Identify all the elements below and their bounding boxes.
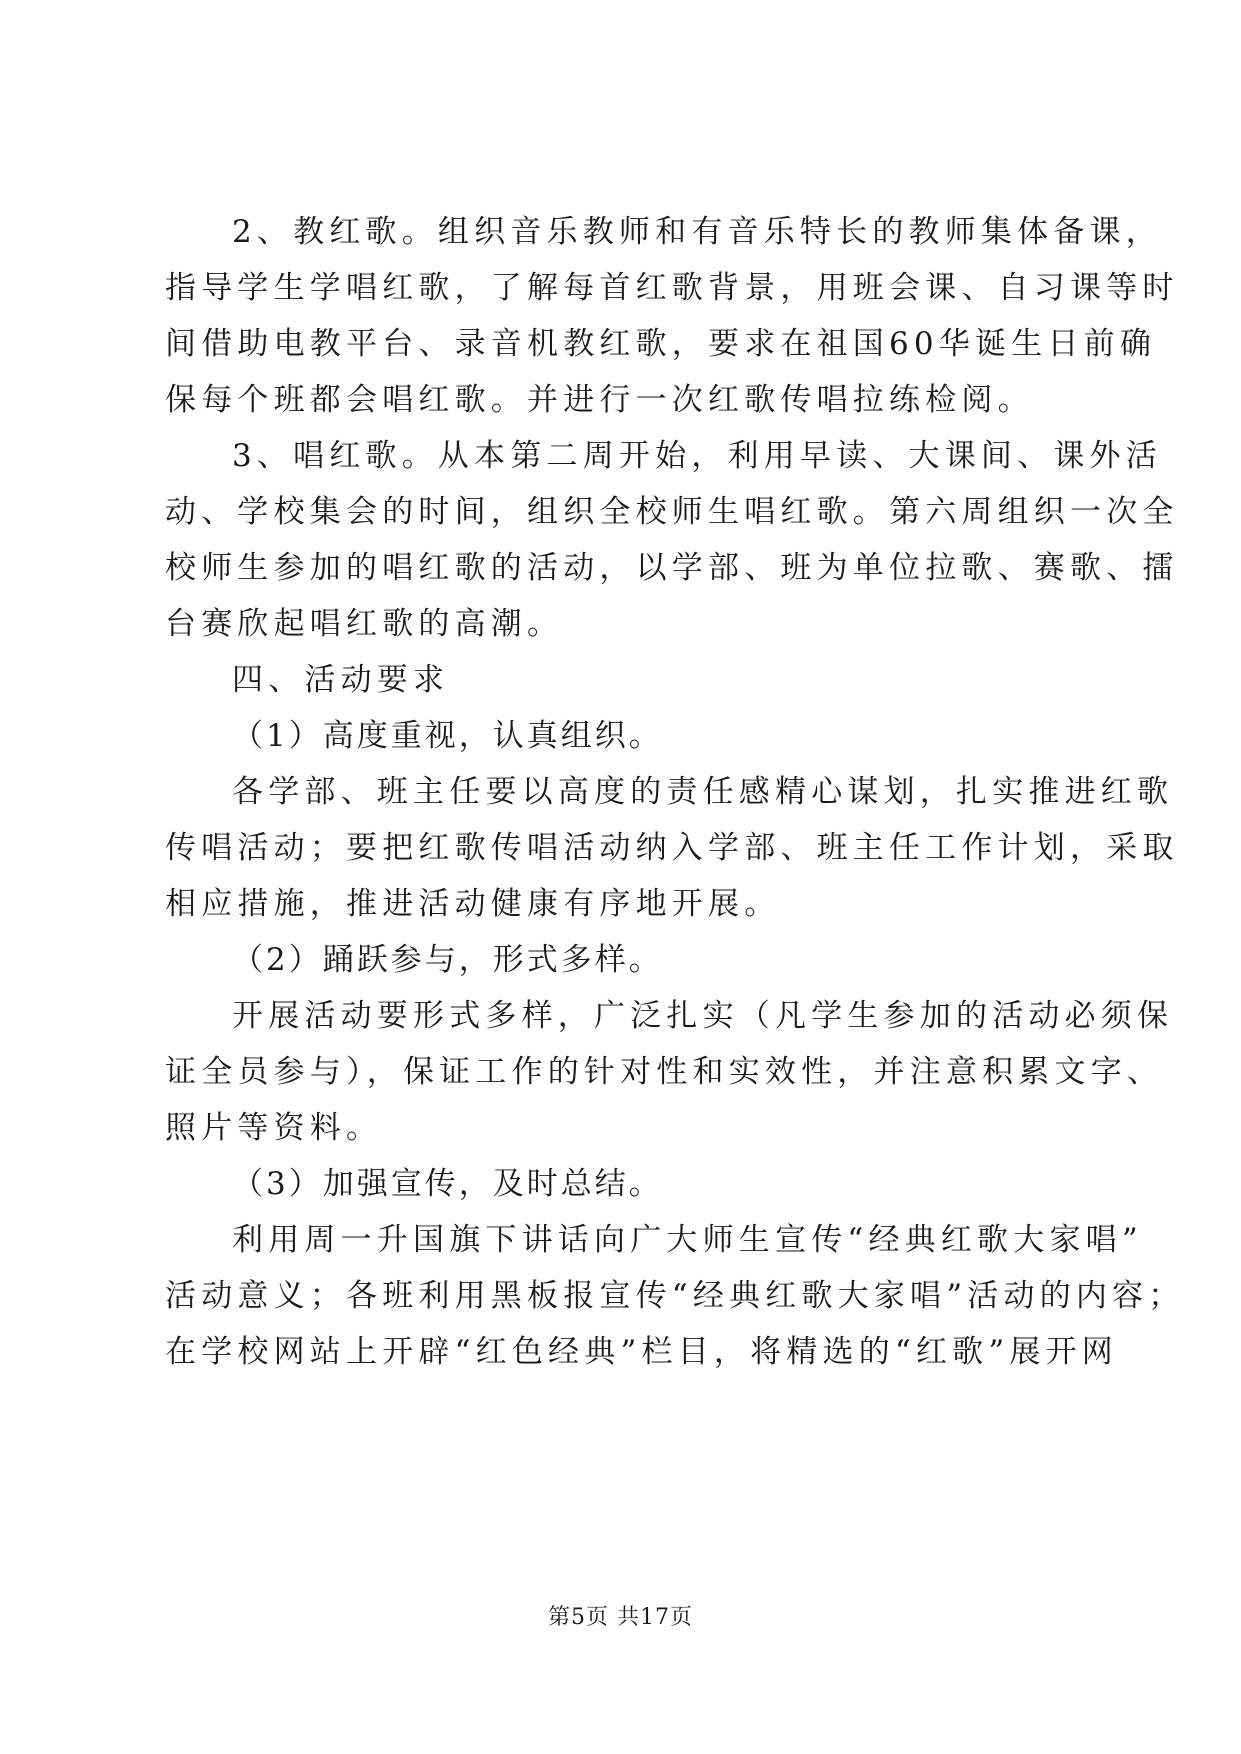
paragraph-line: 动、学校集会的时间，组织全校师生唱红歌。第六周组织一次全: [165, 494, 1179, 530]
paragraph-line: 相应措施，推进活动健康有序地开展。: [165, 886, 781, 922]
subsection-heading: （2）踊跃参与，形式多样。: [232, 942, 663, 978]
paragraph-line: 各学部、班主任要以高度的责任感精心谋划，扎实推进红歌: [232, 774, 1174, 810]
subsection-heading: （1）高度重视，认真组织。: [232, 718, 663, 754]
paragraph-line: 活动意义；各班利用黑板报宣传“经典红歌大家唱”活动的内容；: [165, 1278, 1185, 1314]
page-footer: 第5页 共17页: [548, 1605, 693, 1630]
paragraph-line: 校师生参加的唱红歌的活动，以学部、班为单位拉歌、赛歌、擂: [165, 550, 1179, 586]
paragraph-line: 台赛欣起唱红歌的高潮。: [165, 606, 564, 642]
paragraph-line: 3、唱红歌。从本第二周开始，利用早读、大课间、课外活: [232, 438, 1162, 474]
paragraph-line: 传唱活动；要把红歌传唱活动纳入学部、班主任工作计划，采取: [165, 830, 1179, 866]
paragraph-line: 保每个班都会唱红歌。并进行一次红歌传唱拉练检阅。: [165, 382, 1034, 418]
paragraph-line: 2、教红歌。组织音乐教师和有音乐特长的教师集体备课，: [232, 214, 1162, 250]
subsection-heading: （3）加强宣传，及时总结。: [232, 1166, 663, 1202]
paragraph-line: 照片等资料。: [165, 1110, 383, 1146]
paragraph-line: 指导学生学唱红歌，了解每首红歌背景，用班会课、自习课等时: [165, 270, 1179, 306]
paragraph-line: 证全员参与），保证工作的针对性和实效性，并注意积累文字、: [165, 1054, 1164, 1090]
paragraph-line: 开展活动要形式多样，广泛扎实（凡学生参加的活动必须保: [232, 998, 1174, 1034]
paragraph-line: 间借助电教平台、录音机教红歌，要求在祖国60华诞生日前确: [165, 326, 1157, 362]
paragraph-line: 在学校网站上开辟“红色经典”栏目，将精选的“红歌”展开网: [165, 1334, 1118, 1370]
section-heading: 四、活动要求: [232, 662, 450, 698]
paragraph-line: 利用周一升国旗下讲话向广大师生宣传“经典红歌大家唱”: [232, 1222, 1143, 1258]
